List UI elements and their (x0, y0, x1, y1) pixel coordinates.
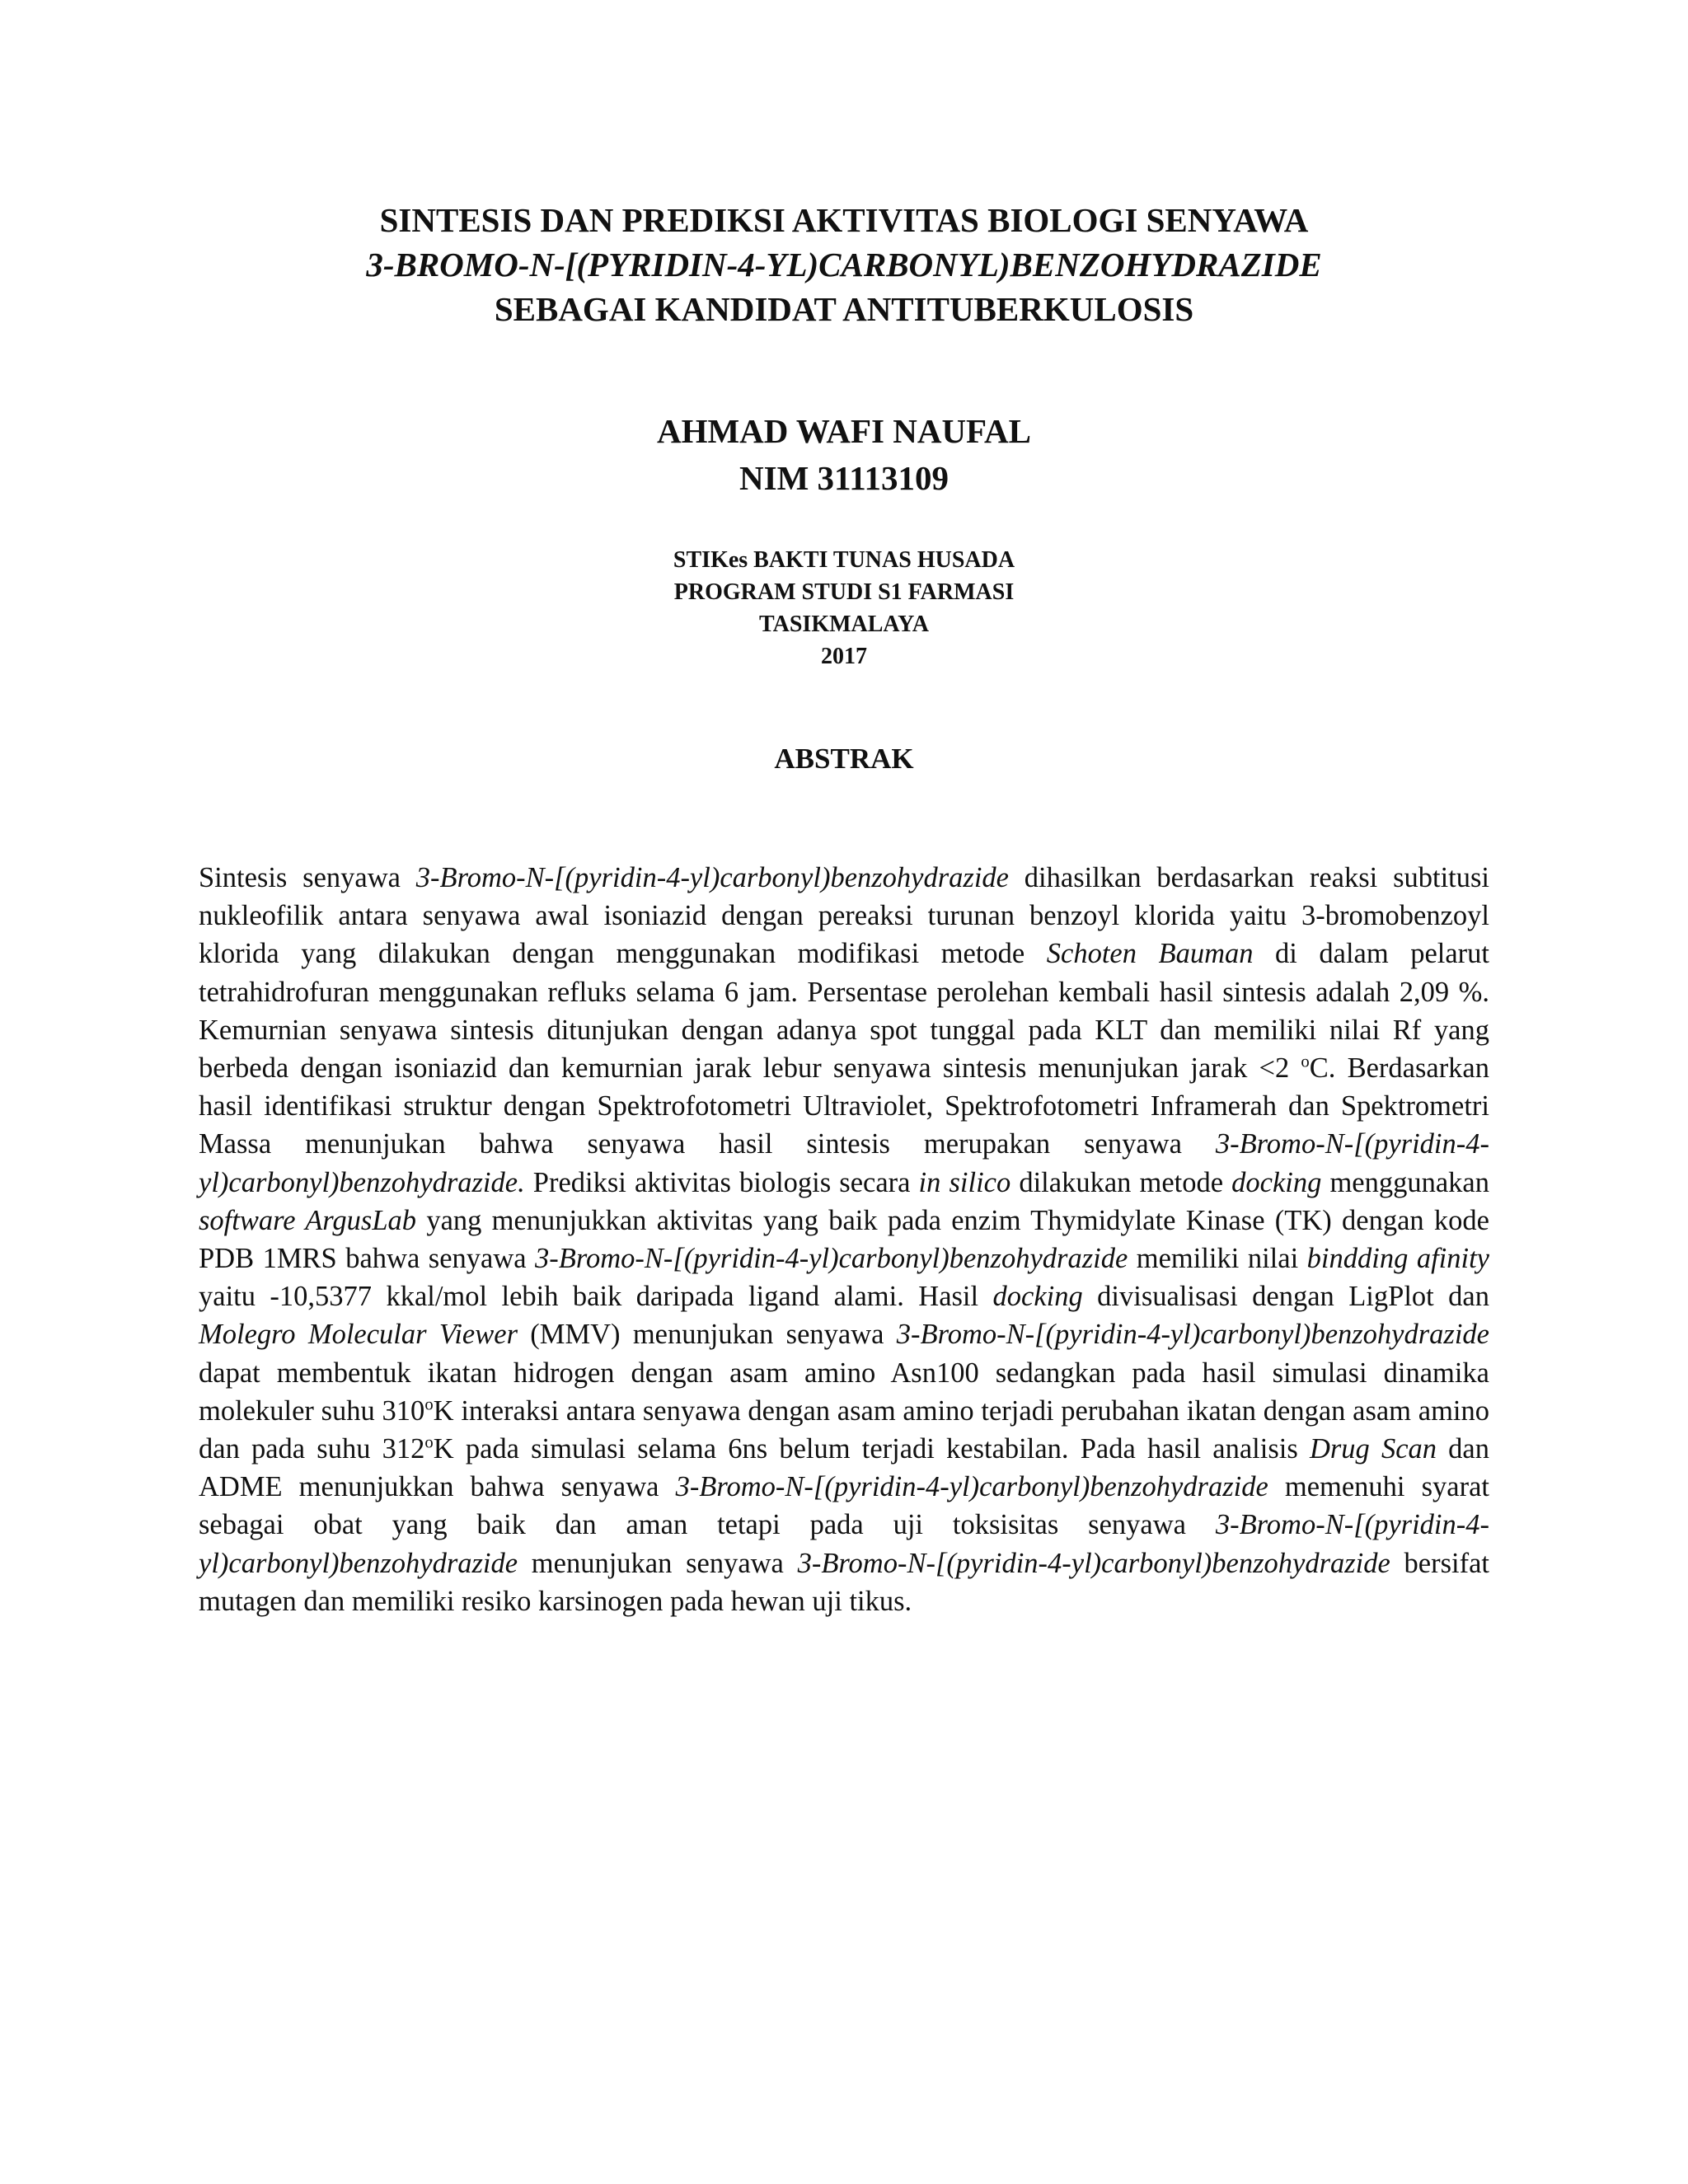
abstract-paragraph (199, 859, 1489, 1620)
abstract-text: dihasilkan berdasarkan reaksi subtitusi nukleofilik antara senyawa awal isoniazid dengan pereaksi turunan benzoyl klorida yaitu 3-bromobenzoyl klorida yang dilakukan dengan menggunakan modifikasi metode (199, 862, 1490, 970)
abstract-text: K interaksi antara senyawa dengan asam amino terjadi perubahan ikatan dengan asam amino dan pada suhu 312 (199, 1394, 1490, 1465)
software-name: software ArgusLab (199, 1204, 417, 1236)
abstract-text: memenuhi syarat sebagai obat yang baik dan aman tetapi pada uji toksisitas senyawa (199, 1471, 1489, 1541)
abstract-text: K pada simulasi selama 6ns belum terjadi kestabilan. Pada hasil analisis (433, 1433, 1310, 1465)
abstract-body (199, 859, 1489, 1620)
title-line-2: 3-BROMO-N-[(PYRIDIN-4-YL)CARBONYL)BENZOHYDRAZIDE (366, 246, 1322, 284)
title-line-1: SINTESIS DAN PREDIKSI AKTIVITAS BIOLOGI SENYAWA (379, 201, 1309, 239)
degree-superscript: o (424, 1395, 434, 1414)
institution-block (0, 544, 1688, 673)
italic-term: Drug Scan (1309, 1433, 1437, 1465)
abstract-text: (MMV) menunjukan senyawa (518, 1319, 897, 1351)
compound-name: 3-Bromo-N-[(pyridin-4-yl)carbonyl)benzohydrazide (199, 1509, 1489, 1579)
abstract-text: dapat membentuk ikatan hidrogen dengan asam amino Asn100 sedangkan pada hasil simulasi dinamika molekuler suhu 310 (199, 1357, 1489, 1427)
degree-superscript: o (1301, 1052, 1310, 1071)
abstract-heading: ABSTRAK (774, 743, 914, 775)
abstract-text: Sintesis senyawa (199, 862, 416, 893)
abstract-text: dan ADME menunjukkan bahwa senyawa (199, 1433, 1489, 1503)
compound-name: 3-Bromo-N-[(pyridin-4-yl)carbonyl)benzohydrazide (415, 862, 1009, 893)
abstract-text: di dalam pelarut tetrahidrofuran menggunakan refluks selama 6 jam. Persentase perolehan kembali hasil sintesis adalah 2,09 %. Kemurnian senyawa sintesis ditunjukan dengan adanya spot tunggal pada KLT dan memiliki nilai Rf yang berbeda dengan isoniazid dan kemurnian jarak lebur senyawa sintesis menunjukan jarak <2 (199, 938, 1490, 1085)
institution-year: 2017 (821, 644, 867, 669)
italic-term: docking (1231, 1166, 1322, 1198)
institution-program: PROGRAM STUDI S1 FARMASI (673, 579, 1015, 605)
compound-name: 3-Bromo-N-[(pyridin-4-yl)carbonyl)benzohydrazide (797, 1547, 1390, 1579)
method-name: Schoten Bauman (1046, 938, 1254, 970)
institution-school: STIKes BAKTI TUNAS HUSADA (673, 547, 1015, 573)
abstract-text: yang menunjukkan aktivitas yang baik pada enzim Thymidylate Kinase (TK) dengan kode PDB 1MRS bahwa senyawa (199, 1204, 1489, 1275)
compound-name: 3-Bromo-N-[(pyridin-4-yl)carbonyl)benzohydrazide (896, 1319, 1489, 1351)
italic-term: docking (992, 1281, 1083, 1313)
abstract-text: dilakukan metode (1010, 1166, 1232, 1198)
author-block (0, 408, 1688, 502)
abstract-text: divisualisasi dengan LigPlot dan (1082, 1281, 1489, 1313)
abstract-text: yaitu -10,5377 kkal/mol lebih baik daripada ligand alami. Hasil (199, 1281, 993, 1313)
abstract-text: Prediksi aktivitas biologis secara (524, 1166, 919, 1198)
italic-term: in silico (918, 1166, 1011, 1198)
degree-superscript: o (424, 1433, 434, 1452)
title-line-3: SEBAGAI KANDIDAT ANTITUBERKULOSIS (494, 290, 1194, 328)
compound-name: 3-Bromo-N-[(pyridin-4-yl)carbonyl)benzohydrazide (675, 1471, 1268, 1503)
institution-city: TASIKMALAYA (759, 612, 929, 637)
author-nim: NIM 31113109 (739, 459, 949, 497)
abstract-text: C. Berdasarkan hasil identifikasi struktur dengan Spektrofotometri Ultraviolet, Spektrofotometri Inframerah dan Spektrometri Massa menunjukan bahwa senyawa hasil sintesis merupakan senyawa (199, 1052, 1489, 1160)
compound-name: 3-Bromo-N-[(pyridin-4-yl)carbonyl)benzohydrazide (535, 1243, 1128, 1275)
compound-name: 3-Bromo-N-[(pyridin-4-yl)carbonyl)benzohydrazide. (199, 1128, 1489, 1198)
author-name: AHMAD WAFI NAUFAL (656, 412, 1032, 450)
software-name: Molegro Molecular Viewer (199, 1319, 518, 1351)
italic-term: bindding afinity (1306, 1243, 1489, 1275)
abstract-text: menggunakan (1321, 1166, 1489, 1198)
abstract-text: menunjukan senyawa (518, 1547, 798, 1579)
abstract-text: memiliki nilai (1128, 1243, 1307, 1275)
document-title (0, 198, 1688, 331)
abstract-text: bersifat mutagen dan memiliki resiko karsinogen pada hewan uji tikus. (199, 1547, 1490, 1617)
